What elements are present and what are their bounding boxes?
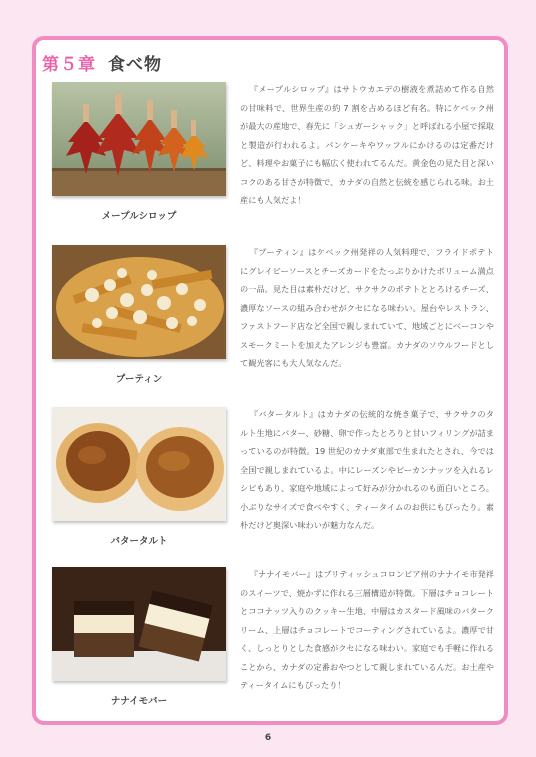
chapter-number: 第５章 xyxy=(42,55,96,75)
caption-nanaimo-bar: ナナイモバー xyxy=(110,696,168,707)
description-butter-tart: 『バタータルト』はカナダの伝統的な焼き菓子で、サクサクのタルト生地にバター、砂糖、卵で作ったとろりと甘いフィリングが詰まっているのが特徴。19 世紀のカナダ東部で生まれたとされ、今では全国で親しまれているよ。中にレーズンやピーカンナッツを入れるレシピもあり、家庭や地域によって好みが分かれるのも面白いところ。小ぶりなサイズで食べやすく、ティータイムのお供にもぴったり。素朴だけど奥深い味わいが魅力なんだ。 xyxy=(240,409,494,530)
description-poutine: 『プーティン』はケベック州発祥の人気料理で、フライドポテトにグレイビーソースとチーズカードをたっぷりかけたボリューム満点の一品。見た目は素朴だけど、サクサクのポテトととろけるチーズ、濃厚なソースの組み合わせがクセになる味わい。屋台やレストラン、ファストフード店など全国で親しまれていて、地域ごとにベーコンやスモークミートを加えたアレンジも豊富。カナダのソウルフードとして観光客にも大人気なんだ。 xyxy=(240,247,494,368)
nanaimo-bar-photo-icon xyxy=(52,567,226,681)
butter-tart-photo-icon xyxy=(52,407,226,521)
description-maple-syrup: 『メープルシロップ』はサトウカエデの樹液を煮詰めて作る自然の甘味料で、世界生産の約 7 割を占めるほど有名。特にケベック州が最大の産地で、春先に「シュガーシャック」と呼ばれる小屋で採取と製造が行われるよ。パンケーキやワッフルにかけるのは定番だけど、料理やお菓子にも幅広く使われてるんだ。黄金色の見た目と深いコクのある甘さが特徴で、カナダの自然と伝統を感じられる味。お土産にも人気だよ！ xyxy=(240,84,494,205)
caption-butter-tart: バタータルト xyxy=(110,536,168,547)
caption-poutine: プーティン xyxy=(115,374,163,385)
page-number: 6 xyxy=(264,733,272,743)
poutine-photo-icon xyxy=(52,245,226,359)
caption-maple-syrup: メープルシロップ xyxy=(101,211,177,222)
maple-syrup-photo-icon xyxy=(52,82,226,196)
description-nanaimo-bar: 『ナナイモバー』はブリティッシュコロンビア州のナナイモ市発祥のスイーツで、焼かずに作れる三層構造が特徴。下層はチョコレートとココナッツ入りのクッキー生地、中層はカスタード風味のバタークリーム、上層はチョコレートでコーティングされているよ。濃厚で甘く、しっとりとした食感がクセになる味わい。家庭でも手軽に作れることから、カナダの定番おやつとして親しまれているんだ。お土産やティータイムにもぴったり！ xyxy=(240,569,494,690)
chapter-heading xyxy=(42,50,162,75)
chapter-title: 食べ物 xyxy=(108,55,162,75)
